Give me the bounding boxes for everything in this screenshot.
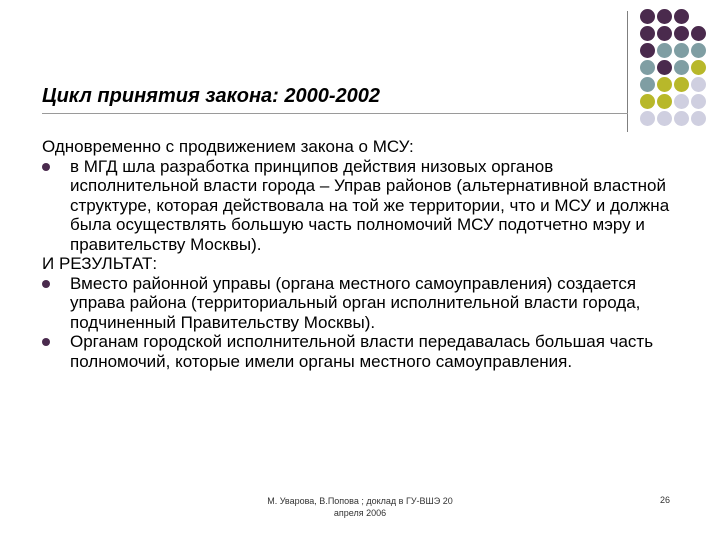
bullet-text: в МГД шла разработка принципов действия низовых органов исполнительной власти города – Управ районов (альтернативной властной структуре, которая действовала на той же территории, что и МСУ и должна была осуществлять большую часть полномочий МСУ подотчетно мэру и правительству Москвы). (70, 156, 670, 254)
decorative-dot (691, 43, 706, 58)
footer-line-2: апреля 2006 (333, 508, 387, 518)
bullet-text: Органам городской исполнительной власти передавалась большая часть полномочий, которые имели органы местного самоуправления. (70, 332, 654, 371)
decorative-dot (640, 60, 655, 75)
page-number: 26 (660, 495, 671, 505)
result-heading: И РЕЗУЛЬТАТ: (42, 254, 158, 273)
footer-citation (245, 495, 475, 519)
decorative-dot (657, 111, 672, 126)
decorative-dot (657, 77, 672, 92)
bullet-item (42, 157, 682, 255)
intro-text: Одновременно с продвижением закона о МСУ: (42, 137, 414, 156)
decorative-dot-grid (640, 9, 720, 129)
decorative-dot (640, 9, 655, 24)
decorative-dot (674, 26, 689, 41)
decorative-dot (691, 94, 706, 109)
decorative-dot (640, 94, 655, 109)
bullet-item (42, 274, 682, 333)
title-underline (42, 113, 628, 114)
decorative-dot (657, 9, 672, 24)
decorative-dot (657, 60, 672, 75)
decorative-dot (674, 9, 689, 24)
decorative-dot (674, 111, 689, 126)
footer-line-1: М. Уварова, В.Попова ; доклад в ГУ-ВШЭ 20 (267, 496, 453, 506)
decorative-dot (640, 26, 655, 41)
decorative-dot (691, 26, 706, 41)
decorative-dot (674, 60, 689, 75)
bullet-item (42, 332, 682, 371)
decorative-dot (674, 94, 689, 109)
decorative-dot (691, 77, 706, 92)
slide-title: Цикл принятия закона: 2000-2002 (42, 85, 381, 107)
decorative-dot (657, 94, 672, 109)
decorative-dot (674, 77, 689, 92)
bullet-text: Вместо районной управы (органа местного самоуправления) создается управа района (территориальный орган исполнительной власти города, подчиненный Правительству Москвы). (70, 273, 641, 332)
bullet-dot-icon (42, 338, 50, 346)
decorative-dot (640, 77, 655, 92)
bullet-dot-icon (42, 163, 50, 171)
decorative-dot (657, 43, 672, 58)
decorative-dot (691, 111, 706, 126)
slide-body (42, 137, 682, 371)
decorative-dot (691, 60, 706, 75)
bullet-dot-icon (42, 280, 50, 288)
decorative-dot (657, 26, 672, 41)
decorative-dot (640, 43, 655, 58)
decorative-dot (674, 43, 689, 58)
decorative-dot (640, 111, 655, 126)
